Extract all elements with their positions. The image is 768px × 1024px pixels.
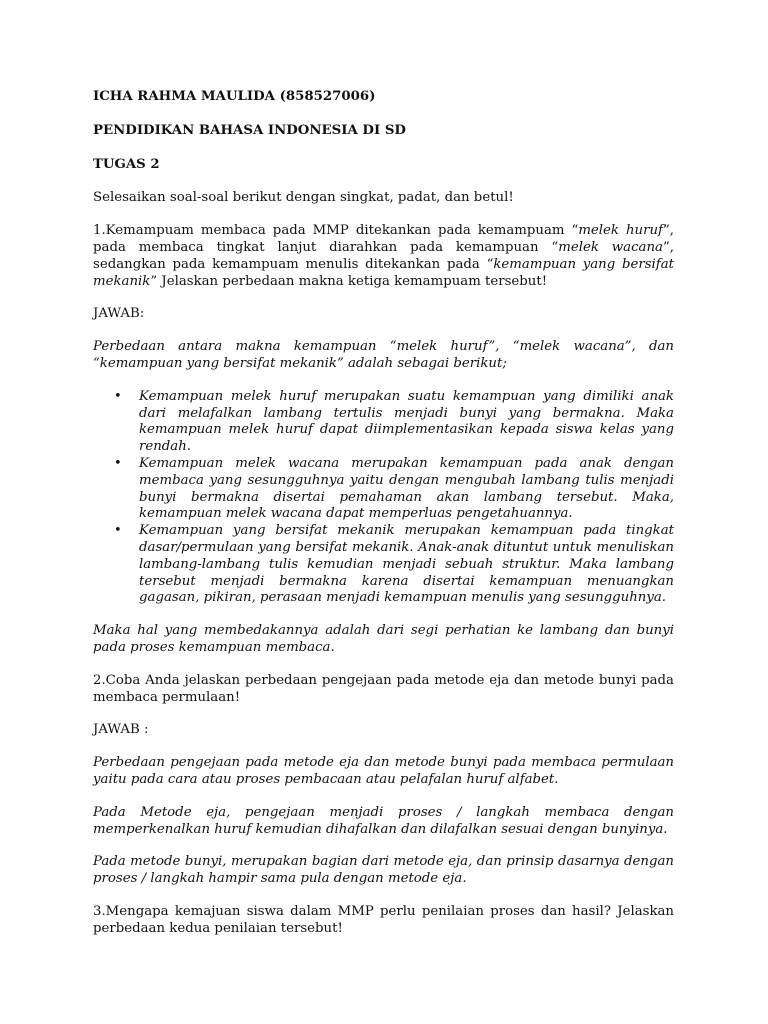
answer-1-bullet-text: Kemampuan melek huruf merupakan suatu kemampuan yang dimiliki anak dari melafalkan lambang tertulis menjadi bunyi yang bermakna. Maka kemampuan melek huruf dapat diimplementasikan kepada siswa kelas yang rendah.	[139, 388, 674, 455]
course-title: PENDIDIKAN BAHASA INDONESIA DI SD	[93, 122, 406, 138]
question-1-term-mekanik: kemampuan yang bersifat mekanik	[93, 256, 674, 289]
bullet-icon: •	[114, 455, 122, 471]
answer-1-bullet-list	[93, 389, 674, 607]
assignment-title: TUGAS 2	[93, 156, 160, 172]
answer-2-paragraph: Pada metode bunyi, merupakan bagian dari metode eja, dan prinsip dasarnya dengan proses / langkah hampir sama pula dengan metode eja.	[93, 854, 674, 887]
answer-1-bullet-item	[114, 455, 674, 523]
question-1	[93, 223, 674, 290]
answer-2-paragraph: Pada Metode eja, pengejaan menjadi proses / langkah membaca dengan memperkenalkan huruf kemudian dihafalkan dan dilafalkan sesuai dengan bunyinya.	[93, 804, 674, 837]
answer-1-bullet-text: Kemampuan melek wacana merupakan kemampuan pada anak dengan membaca yang sesungguhnya yaitu dengan mengubah lambang tulis menjadi bunyi bermakna disertai pemahaman akan lambang tersebut. Maka, kemampuan melek wacana dapat memperluas pengetahuannya.	[139, 455, 674, 522]
question-3: 3.Mengapa kemajuan siswa dalam MMP perlu penilaian proses dan hasil? Jelaskan perbedaan kedua penilaian tersebut!	[93, 903, 674, 936]
question-1-text-d: ” Jelaskan perbedaan makna ketiga kemampuam tersebut!	[150, 273, 548, 289]
question-1-text-c: ”, sedangkan pada kemampuam menulis ditekankan pada “	[93, 239, 674, 272]
question-2: 2.Coba Anda jelaskan perbedaan pengejaan pada metode eja dan metode bunyi pada membaca permulaan!	[93, 672, 674, 705]
answer-2-label: JAWAB :	[93, 722, 149, 738]
answer-1-label: JAWAB:	[93, 306, 145, 322]
answer-1-bullet-item	[114, 523, 674, 607]
bullet-icon: •	[114, 388, 122, 404]
instruction-text: Selesaikan soal-soal berikut dengan singkat, padat, dan betul!	[93, 190, 514, 206]
answer-1-bullet-text: Kemampuan yang bersifat mekanik merupakan kemampuan pada tingkat dasar/permulaan yang bersifat mekanik. Anak-anak dituntut untuk menuliskan lambang-lambang tulis kemudian menjadi sebuah struktur. Maka lambang tersebut menjadi bermakna karena disertai kemampuan menuangkan gagasan, pikiran, perasaan menjadi kemampuan menulis yang sesungguhnya.	[139, 523, 674, 606]
student-name: ICHA RAHMA MAULIDA (858527006)	[93, 89, 376, 104]
question-1-term-melek-wacana: melek wacana	[558, 239, 663, 255]
question-1-text-a: 1.Kemampuam membaca pada MMP ditekankan pada kemampuam “	[93, 223, 579, 239]
answer-1-intro: Perbedaan antara makna kemampuan “melek huruf”, “melek wacana”, dan “kemampuan yang bersifat mekanik” adalah sebagai berikut;	[93, 339, 674, 371]
question-1-term-melek-huruf: melek huruf	[578, 223, 663, 239]
question-1-text-b: ”, pada membaca tingkat lanjut diarahkan pada kemampuan “	[93, 223, 674, 255]
answer-1-conclusion: Maka hal yang membedakannya adalah dari segi perhatian ke lambang dan bunyi pada proses kemampuan membaca.	[93, 623, 674, 655]
bullet-icon: •	[114, 523, 122, 539]
answer-1-bullet-item	[114, 388, 674, 456]
answer-2-paragraph: Perbedaan pengejaan pada metode eja dan metode bunyi pada membaca permulaan yaitu pada cara atau proses pembacaan atau pelafalan huruf alfabet.	[93, 755, 674, 787]
